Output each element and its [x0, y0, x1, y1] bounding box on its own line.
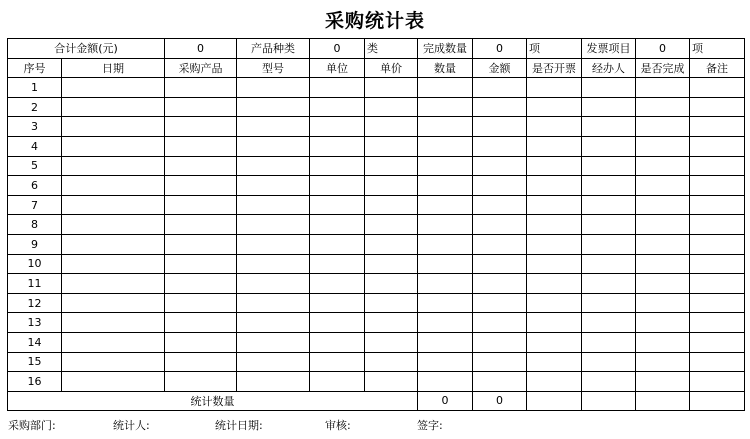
completed-qty-unit: 项 [527, 39, 582, 59]
table-cell[interactable] [473, 195, 527, 215]
product-types-label: 产品种类 [237, 39, 310, 59]
totals-row [8, 391, 745, 411]
row-number: 2 [8, 97, 62, 117]
table-cell[interactable] [365, 352, 418, 372]
table-cell[interactable] [62, 254, 165, 274]
table-cell[interactable] [636, 332, 690, 352]
table-cell[interactable] [165, 117, 237, 137]
table-cell[interactable] [527, 97, 582, 117]
table-cell[interactable] [418, 352, 473, 372]
table-cell[interactable] [418, 313, 473, 333]
table-cell[interactable] [636, 254, 690, 274]
table-cell[interactable] [62, 372, 165, 392]
table-cell[interactable] [636, 313, 690, 333]
table-cell[interactable] [473, 117, 527, 137]
table-cell[interactable] [690, 313, 745, 333]
table-cell[interactable] [473, 215, 527, 235]
table-cell[interactable] [418, 78, 473, 98]
table-cell[interactable] [237, 156, 310, 176]
row-number: 8 [8, 215, 62, 235]
table-cell[interactable] [165, 254, 237, 274]
summary-row [8, 39, 745, 59]
table-cell[interactable] [62, 215, 165, 235]
table-cell[interactable] [527, 195, 582, 215]
table-cell[interactable] [165, 195, 237, 215]
table-cell[interactable] [165, 313, 237, 333]
column-header: 数量 [418, 58, 473, 78]
table-cell[interactable] [237, 97, 310, 117]
table-cell[interactable] [690, 136, 745, 156]
table-cell[interactable] [527, 176, 582, 196]
invoice-items-unit: 项 [690, 39, 745, 59]
table-cell[interactable] [418, 215, 473, 235]
table-cell[interactable] [237, 234, 310, 254]
table-cell[interactable] [582, 254, 636, 274]
table-cell[interactable] [418, 293, 473, 313]
table-cell[interactable] [165, 176, 237, 196]
table-cell[interactable] [310, 215, 365, 235]
table-cell[interactable] [310, 117, 365, 137]
table-cell[interactable] [365, 78, 418, 98]
row-number: 12 [8, 293, 62, 313]
table-cell[interactable] [582, 293, 636, 313]
table-cell[interactable] [690, 332, 745, 352]
table-cell[interactable] [62, 78, 165, 98]
footer-signature: 签字: [417, 419, 443, 432]
table-cell[interactable] [365, 254, 418, 274]
table-cell[interactable] [473, 136, 527, 156]
table-cell[interactable] [62, 136, 165, 156]
table-cell[interactable] [473, 176, 527, 196]
table-cell[interactable] [62, 97, 165, 117]
table-cell[interactable] [582, 391, 636, 411]
table-cell[interactable] [165, 352, 237, 372]
table-row [8, 372, 745, 392]
column-header: 型号 [237, 58, 310, 78]
column-header: 是否开票 [527, 58, 582, 78]
table-cell[interactable] [473, 78, 527, 98]
table-cell[interactable] [310, 293, 365, 313]
table-row [8, 176, 745, 196]
table-cell[interactable] [636, 195, 690, 215]
table-cell[interactable] [418, 372, 473, 392]
table-cell[interactable] [62, 313, 165, 333]
table-cell[interactable] [165, 293, 237, 313]
table-cell[interactable] [582, 195, 636, 215]
table-cell[interactable] [636, 293, 690, 313]
table-cell[interactable] [527, 391, 582, 411]
table-cell[interactable] [237, 313, 310, 333]
table-cell[interactable] [582, 156, 636, 176]
row-number: 7 [8, 195, 62, 215]
table-cell[interactable] [473, 97, 527, 117]
table-cell[interactable] [636, 215, 690, 235]
table-cell[interactable] [636, 117, 690, 137]
table-cell[interactable] [237, 332, 310, 352]
table-cell[interactable] [310, 234, 365, 254]
table-cell[interactable] [582, 215, 636, 235]
table-cell[interactable] [582, 352, 636, 372]
table-cell[interactable] [365, 156, 418, 176]
row-number: 13 [8, 313, 62, 333]
table-cell[interactable] [62, 156, 165, 176]
table-cell[interactable] [237, 78, 310, 98]
product-types-value[interactable]: 0 [310, 39, 365, 59]
table-cell[interactable] [690, 293, 745, 313]
totals-label: 统计数量 [8, 391, 418, 411]
table-row [8, 195, 745, 215]
table-cell[interactable] [527, 78, 582, 98]
table-cell[interactable] [690, 117, 745, 137]
table-cell[interactable] [636, 78, 690, 98]
table-cell[interactable] [237, 117, 310, 137]
footer-department: 采购部门: [8, 419, 56, 432]
row-number: 16 [8, 372, 62, 392]
table-cell[interactable] [527, 234, 582, 254]
table-cell[interactable] [165, 234, 237, 254]
table-cell[interactable] [418, 254, 473, 274]
table-cell[interactable] [690, 352, 745, 372]
table-cell[interactable] [473, 293, 527, 313]
table-cell[interactable] [636, 136, 690, 156]
table-row [8, 234, 745, 254]
table-row [8, 293, 745, 313]
header-row [8, 58, 745, 78]
table-row [8, 117, 745, 137]
table-cell[interactable] [62, 332, 165, 352]
table-cell[interactable] [310, 313, 365, 333]
row-number: 11 [8, 274, 62, 294]
table-cell[interactable] [690, 254, 745, 274]
row-number: 1 [8, 78, 62, 98]
table-cell[interactable] [690, 156, 745, 176]
total-amount-value[interactable]: 0 [165, 39, 237, 59]
table-cell[interactable] [365, 176, 418, 196]
row-number: 4 [8, 136, 62, 156]
table-cell[interactable] [473, 234, 527, 254]
table-row [8, 313, 745, 333]
table-cell[interactable] [165, 332, 237, 352]
row-number: 3 [8, 117, 62, 137]
table-cell[interactable] [365, 117, 418, 137]
table-row [8, 215, 745, 235]
table-cell[interactable] [237, 195, 310, 215]
table-cell[interactable] [527, 274, 582, 294]
table-cell[interactable] [582, 78, 636, 98]
column-header: 单价 [365, 58, 418, 78]
table-cell[interactable] [165, 78, 237, 98]
table-cell[interactable] [310, 254, 365, 274]
table-cell[interactable] [582, 372, 636, 392]
table-cell[interactable] [636, 372, 690, 392]
table-cell[interactable] [365, 97, 418, 117]
sheet-title: 采购统计表 [324, 10, 425, 32]
table-cell[interactable] [365, 234, 418, 254]
table-row [8, 332, 745, 352]
table-cell[interactable] [418, 234, 473, 254]
table-cell[interactable] [418, 97, 473, 117]
totals-quantity[interactable]: 0 [418, 391, 473, 411]
table-cell[interactable] [237, 274, 310, 294]
table-cell[interactable] [527, 156, 582, 176]
table-row [8, 78, 745, 98]
table-cell[interactable] [582, 234, 636, 254]
table-cell[interactable] [310, 352, 365, 372]
table-cell[interactable] [418, 332, 473, 352]
table-cell[interactable] [527, 372, 582, 392]
table-cell[interactable] [636, 156, 690, 176]
table-cell[interactable] [165, 372, 237, 392]
table-cell[interactable] [582, 136, 636, 156]
table-cell[interactable] [365, 332, 418, 352]
total-amount-label: 合计金额(元) [8, 39, 165, 59]
table-cell[interactable] [418, 117, 473, 137]
table-cell[interactable] [690, 78, 745, 98]
row-number: 15 [8, 352, 62, 372]
sheet-footer [8, 417, 748, 431]
table-cell[interactable] [165, 136, 237, 156]
table-cell[interactable] [365, 195, 418, 215]
table-cell[interactable] [365, 136, 418, 156]
table-cell[interactable] [418, 274, 473, 294]
table-cell[interactable] [636, 176, 690, 196]
table-cell[interactable] [237, 352, 310, 372]
table-cell[interactable] [636, 234, 690, 254]
table-cell[interactable] [365, 293, 418, 313]
invoice-items-value[interactable]: 0 [636, 39, 690, 59]
table-cell[interactable] [310, 78, 365, 98]
table-cell[interactable] [636, 391, 690, 411]
table-cell[interactable] [165, 274, 237, 294]
table-cell[interactable] [690, 391, 745, 411]
table-cell[interactable] [365, 372, 418, 392]
table-cell[interactable] [473, 313, 527, 333]
row-number: 10 [8, 254, 62, 274]
table-cell[interactable] [636, 352, 690, 372]
table-cell[interactable] [527, 332, 582, 352]
table-cell[interactable] [365, 274, 418, 294]
footer-date: 统计日期: [215, 419, 263, 432]
table-cell[interactable] [310, 372, 365, 392]
table-cell[interactable] [473, 274, 527, 294]
invoice-items-label: 发票项目 [582, 39, 636, 59]
completed-qty-label: 完成数量 [418, 39, 473, 59]
table-cell[interactable] [62, 293, 165, 313]
row-number: 5 [8, 156, 62, 176]
footer-statistician: 统计人: [113, 419, 150, 432]
table-cell[interactable] [582, 176, 636, 196]
table-row [8, 254, 745, 274]
table-cell[interactable] [365, 215, 418, 235]
column-header: 金额 [473, 58, 527, 78]
completed-qty-value[interactable]: 0 [473, 39, 527, 59]
row-number: 9 [8, 234, 62, 254]
table-cell[interactable] [310, 176, 365, 196]
row-number: 6 [8, 176, 62, 196]
table-cell[interactable] [527, 293, 582, 313]
table-cell[interactable] [690, 372, 745, 392]
table-cell[interactable] [310, 274, 365, 294]
column-header: 日期 [62, 58, 165, 78]
table-cell[interactable] [237, 254, 310, 274]
table-cell[interactable] [62, 176, 165, 196]
table-cell[interactable] [237, 372, 310, 392]
column-header: 经办人 [582, 58, 636, 78]
table-row [8, 274, 745, 294]
table-cell[interactable] [690, 234, 745, 254]
table-cell[interactable] [690, 195, 745, 215]
table-cell[interactable] [690, 274, 745, 294]
column-header: 采购产品 [165, 58, 237, 78]
table-cell[interactable] [237, 293, 310, 313]
table-cell[interactable] [310, 195, 365, 215]
table-cell[interactable] [690, 176, 745, 196]
table-cell[interactable] [582, 313, 636, 333]
table-cell[interactable] [165, 156, 237, 176]
table-row [8, 352, 745, 372]
table-cell[interactable] [636, 274, 690, 294]
table-cell[interactable] [62, 195, 165, 215]
table-cell[interactable] [418, 136, 473, 156]
totals-amount[interactable]: 0 [473, 391, 527, 411]
row-number: 14 [8, 332, 62, 352]
table-cell[interactable] [582, 97, 636, 117]
column-header: 是否完成 [636, 58, 690, 78]
table-cell[interactable] [418, 156, 473, 176]
table-cell[interactable] [418, 195, 473, 215]
table-row [8, 97, 745, 117]
table-cell[interactable] [473, 372, 527, 392]
table-cell[interactable] [636, 97, 690, 117]
table-cell[interactable] [527, 254, 582, 274]
table-cell[interactable] [527, 352, 582, 372]
table-cell[interactable] [473, 352, 527, 372]
table-cell[interactable] [582, 117, 636, 137]
table-cell[interactable] [527, 136, 582, 156]
table-cell[interactable] [473, 332, 527, 352]
table-cell[interactable] [310, 332, 365, 352]
table-cell[interactable] [62, 117, 165, 137]
table-cell[interactable] [62, 352, 165, 372]
table-cell[interactable] [582, 274, 636, 294]
table-cell[interactable] [62, 274, 165, 294]
column-header: 序号 [8, 58, 62, 78]
table-cell[interactable] [310, 156, 365, 176]
column-header: 备注 [690, 58, 745, 78]
table-cell[interactable] [237, 176, 310, 196]
footer-review: 审核: [325, 419, 351, 432]
table-cell[interactable] [473, 156, 527, 176]
table-cell[interactable] [690, 97, 745, 117]
table-cell[interactable] [310, 97, 365, 117]
table-row [8, 156, 745, 176]
table-cell[interactable] [237, 215, 310, 235]
product-types-unit: 类 [365, 39, 418, 59]
table-cell[interactable] [165, 215, 237, 235]
table-cell[interactable] [365, 313, 418, 333]
table-cell[interactable] [310, 136, 365, 156]
table-cell[interactable] [527, 313, 582, 333]
table-cell[interactable] [582, 332, 636, 352]
table-cell[interactable] [165, 97, 237, 117]
table-cell[interactable] [473, 254, 527, 274]
table-cell[interactable] [418, 176, 473, 196]
purchase-table [7, 38, 745, 411]
column-header: 单位 [310, 58, 365, 78]
table-cell[interactable] [62, 234, 165, 254]
table-cell[interactable] [237, 136, 310, 156]
table-cell[interactable] [690, 215, 745, 235]
table-cell[interactable] [527, 215, 582, 235]
table-cell[interactable] [527, 117, 582, 137]
table-row [8, 136, 745, 156]
